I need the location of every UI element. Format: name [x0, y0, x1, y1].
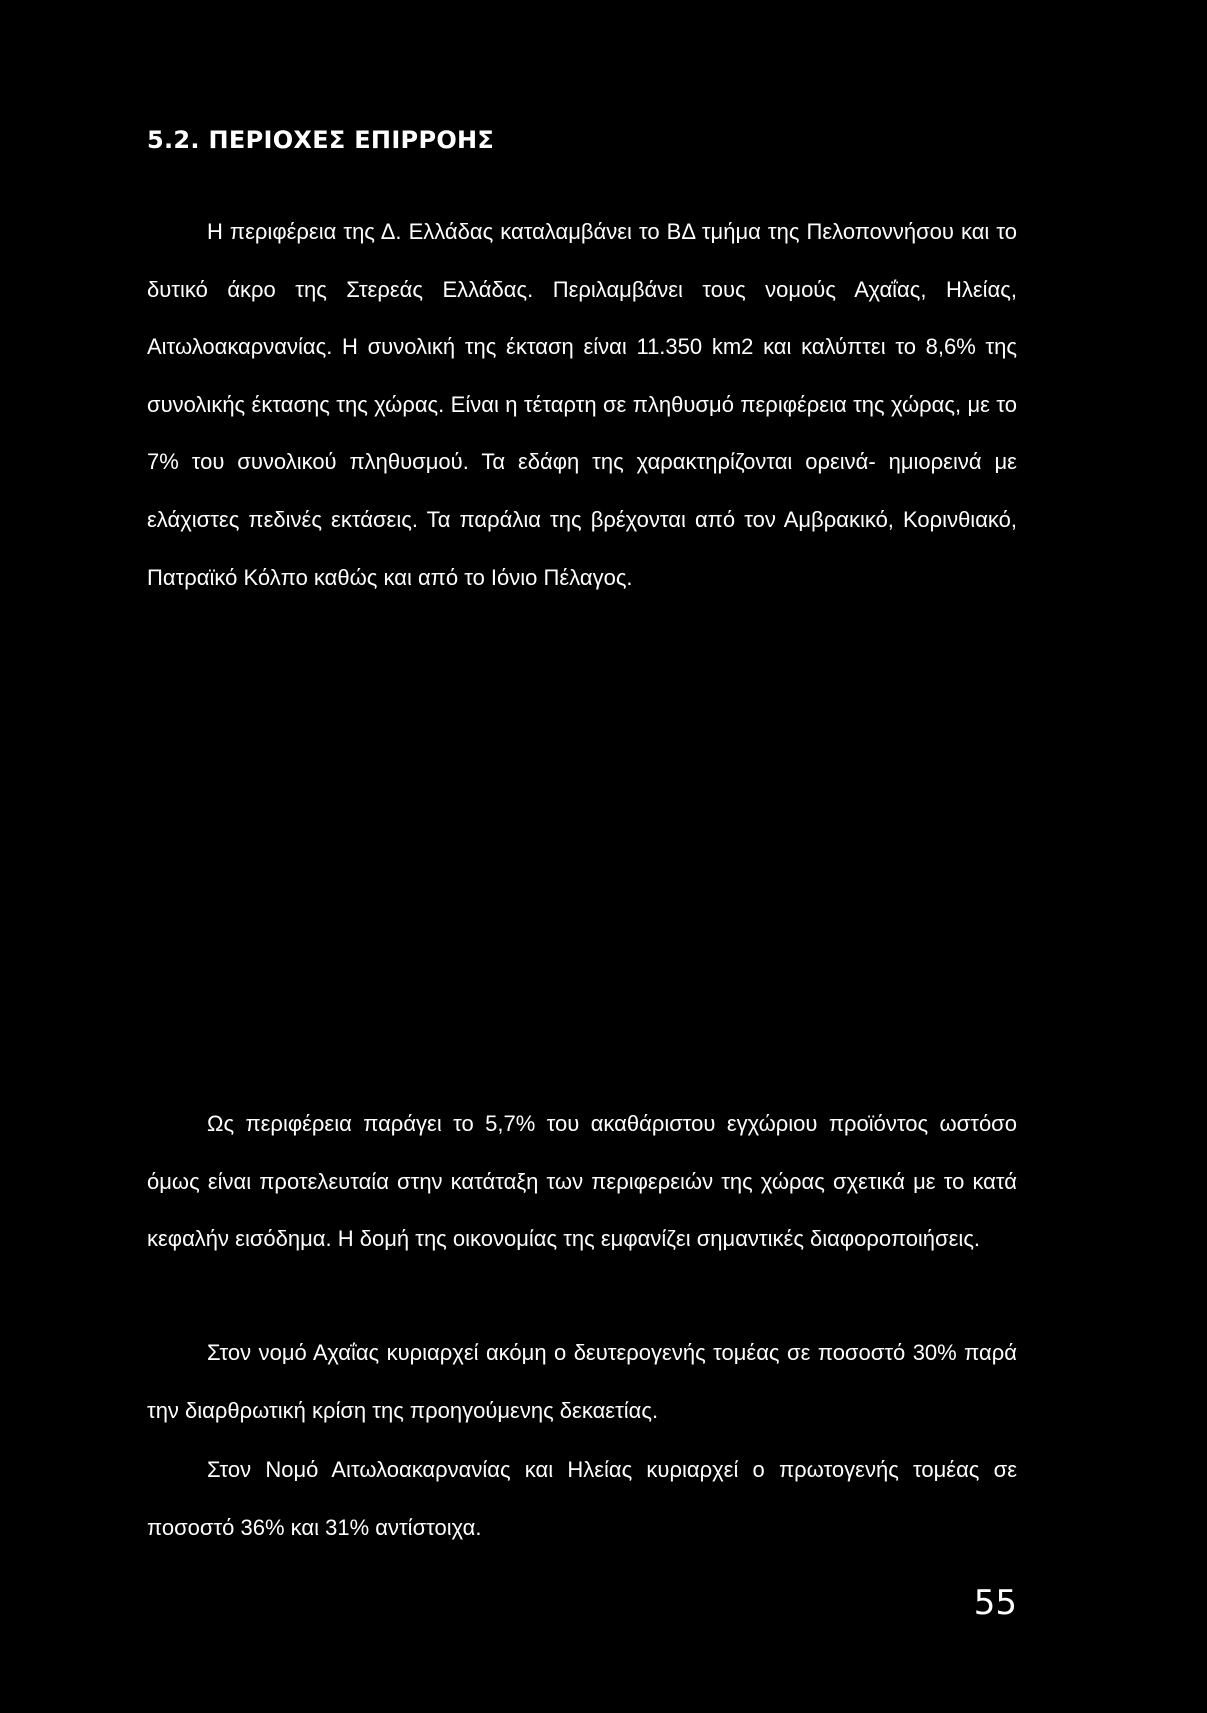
paragraph-region-overview: Η περιφέρεια της Δ. Ελλάδας καταλαμβάνει το ΒΔ τμήμα της Πελοποννήσου και το δυτικό άκρο της Στερεάς Ελλάδας. Περιλαμβάνει τους νομούς Αχαΐας, Ηλείας, Αιτωλοακαρνανίας. Η συνολική της έκταση είναι 11.350 km2 και καλύπτει το 8,6% της συνολικής έκτασης της χώρας. Είναι η τέταρτη σε πληθυσμό περιφέρεια της χώρας, με το 7% του συνολικού πληθυσμού. Τα εδάφη της χαρακτηρίζονται ορεινά- ημιορεινά με ελάχιστες πεδινές εκτάσεις. Τα παράλια της βρέχονται από τον Αμβρακικό, Κορινθιακό, Πατραϊκό Κόλπο καθώς και από το Ιόνιο Πέλαγος.	[147, 219, 1017, 590]
section-heading: 5.2. ΠΕΡΙΟΧΕΣ ΕΠΙΡΡΟΗΣ	[147, 126, 495, 154]
document-page	[147, 0, 1017, 1713]
paragraph-achaia-sector: Στον νομό Αχαΐας κυριαρχεί ακόμη ο δευτερογενής τομέας σε ποσοστό 30% παρά την διαρθρωτική κρίση της προηγούμενης δεκαετίας.	[147, 1340, 1017, 1423]
paragraph-aitoloakarnania-ilia-sector: Στον Νομό Αιτωλοακαρνανίας και Ηλείας κυριαρχεί ο πρωτογενής τομέας σε ποσοστό 36% και 31% αντίστοιχα.	[147, 1457, 1017, 1540]
paragraph-economy: Ως περιφέρεια παράγει το 5,7% του ακαθάριστου εγχώριου προϊόντος ωστόσο όμως είναι προτελευταία στην κατάταξη των περιφερειών της χώρας σχετικά με το κατά κεφαλήν εισόδημα. Η δομή της οικονομίας της εμφανίζει σημαντικές διαφοροποιήσεις.	[147, 1111, 1017, 1252]
page-number: 55	[973, 1583, 1017, 1623]
